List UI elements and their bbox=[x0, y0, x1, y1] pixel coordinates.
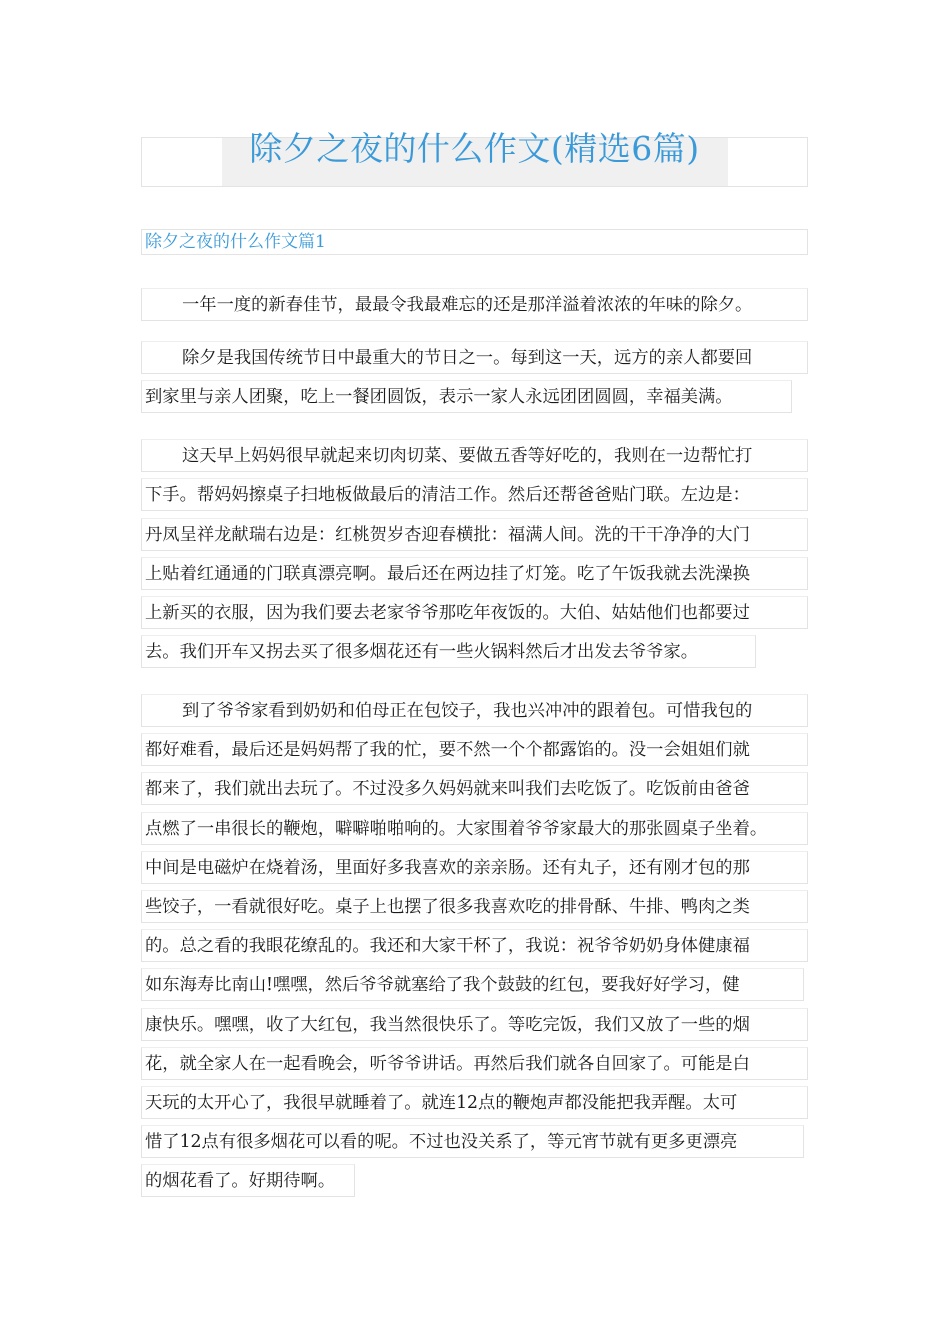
paragraph-2-line-2: 到家里与亲人团聚，吃上一餐团圆饭，表示一家人永远团团圆圆，幸福美满。 bbox=[141, 380, 792, 413]
paragraph-3-line-1: 这天早上妈妈很早就起来切肉切菜、要做五香等好吃的，我则在一边帮忙打 bbox=[141, 439, 808, 472]
paragraph-4-line-11: 天玩的太开心了，我很早就睡着了。就连12点的鞭炮声都没能把我弄醒。太可 bbox=[141, 1086, 808, 1119]
paragraph-3-line-5: 上新买的衣服，因为我们要去老家爷爷那吃年夜饭的。大伯、姑姑他们也都要过 bbox=[141, 596, 808, 629]
paragraph-4-line-10: 花，就全家人在一起看晚会，听爷爷讲话。再然后我们就各自回家了。可能是白 bbox=[141, 1047, 808, 1080]
paragraph-4-line-5: 中间是电磁炉在烧着汤，里面好多我喜欢的亲亲肠。还有丸子，还有刚才包的那 bbox=[141, 851, 808, 884]
paragraph-2-line-1: 除夕是我国传统节日中最重大的节日之一。每到这一天，远方的亲人都要回 bbox=[141, 341, 808, 374]
section-heading: 除夕之夜的什么作文篇1 bbox=[145, 232, 326, 252]
paragraph-4-line-3: 都来了，我们就出去玩了。不过没多久妈妈就来叫我们去吃饭了。吃饭前由爸爸 bbox=[141, 772, 808, 805]
paragraph-4-line-12: 惜了12点有很多烟花可以看的呢。不过也没关系了，等元宵节就有更多更漂亮 bbox=[141, 1125, 804, 1158]
paragraph-4-line-2: 都好难看，最后还是妈妈帮了我的忙，要不然一个个都露馅的。没一会姐姐们就 bbox=[141, 733, 808, 766]
paragraph-3-line-6: 去。我们开车又拐去买了很多烟花还有一些火锅料然后才出发去爷爷家。 bbox=[141, 635, 756, 668]
paragraph-3-line-2: 下手。帮妈妈擦桌子扫地板做最后的清洁工作。然后还帮爸爸贴门联。左边是： bbox=[141, 478, 808, 511]
paragraph-3-line-4: 上贴着红通通的门联真漂亮啊。最后还在两边挂了灯笼。吃了午饭我就去洗澡换 bbox=[141, 557, 808, 590]
paragraph-4-line-6: 些饺子，一看就很好吃。桌子上也摆了很多我喜欢吃的排骨酥、牛排、鸭肉之类 bbox=[141, 890, 808, 923]
paragraph-3-line-3: 丹凤呈祥龙献瑞右边是：红桃贺岁杏迎春横批：福满人间。洗的干干净净的大门 bbox=[141, 518, 808, 551]
paragraph-4-line-7: 的。总之看的我眼花缭乱的。我还和大家干杯了，我说：祝爷爷奶奶身体健康福 bbox=[141, 929, 808, 962]
paragraph-4-line-8: 如东海寿比南山!嘿嘿，然后爷爷就塞给了我个鼓鼓的红包，要我好好学习，健 bbox=[141, 968, 804, 1001]
paragraph-4-line-9: 康快乐。嘿嘿，收了大红包，我当然很快乐了。等吃完饭，我们又放了一些的烟 bbox=[141, 1008, 808, 1041]
paragraph-1-line-1: 一年一度的新春佳节，最最令我最难忘的还是那洋溢着浓浓的年味的除夕。 bbox=[141, 288, 808, 321]
paragraph-4-line-1: 到了爷爷家看到奶奶和伯母正在包饺子，我也兴冲冲的跟着包。可惜我包的 bbox=[141, 694, 808, 727]
document-title: 除夕之夜的什么作文(精选6篇) bbox=[249, 129, 700, 168]
paragraph-4-line-4: 点燃了一串很长的鞭炮，噼噼啪啪响的。大家围着爷爷家最大的那张圆桌子坐着。 bbox=[141, 812, 808, 845]
paragraph-4-line-13: 的烟花看了。好期待啊。 bbox=[141, 1164, 355, 1197]
